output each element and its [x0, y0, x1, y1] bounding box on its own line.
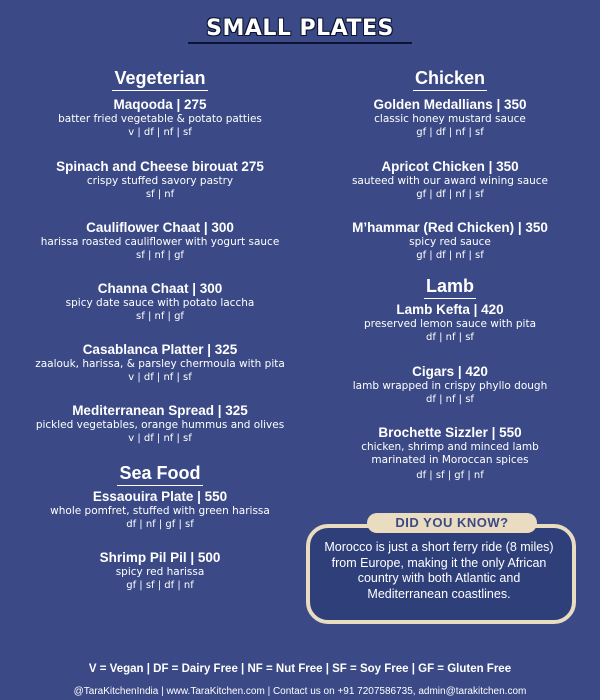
item-tags: v | df | nf | sf: [128, 127, 192, 138]
menu-item: [305, 97, 595, 139]
left-column: [10, 68, 310, 592]
item-tags: df | nf | sf: [426, 394, 474, 405]
item-tags: v | df | nf | sf: [128, 433, 192, 444]
item-tags: sf | nf | gf: [136, 250, 184, 261]
item-description-line-2: marinated in Moroccan spices: [371, 454, 529, 466]
item-name: Shrimp Pil Pil | 500: [99, 550, 221, 565]
item-name: Apricot Chicken | 350: [381, 159, 519, 174]
item-description: classic honey mustard sauce: [374, 113, 526, 125]
item-description: whole pomfret, stuffed with green harissa: [50, 505, 270, 517]
did-you-know-label: DID YOU KNOW?: [367, 513, 537, 533]
menu-item: [10, 489, 310, 531]
item-tags: gf | sf | df | nf: [126, 580, 194, 591]
item-name: Mediterranean Spread | 325: [72, 403, 248, 418]
item-description: spicy red harissa: [115, 566, 205, 578]
menu-item: [305, 220, 595, 262]
menu-item: [305, 364, 595, 406]
seafood-heading: Sea Food: [117, 463, 202, 486]
item-tags: gf | df | nf | sf: [416, 189, 484, 200]
right-column: [305, 68, 595, 482]
menu-item: [10, 97, 310, 139]
chicken-section: [305, 68, 595, 262]
item-name: Brochette Sizzler | 550: [378, 425, 522, 440]
item-tags: df | sf | gf | nf: [416, 470, 484, 481]
vegetarian-heading: Vegeterian: [112, 68, 207, 91]
item-name: Spinach and Cheese birouat 275: [56, 159, 264, 174]
vegetarian-section: [10, 68, 310, 445]
item-tags: sf | nf | gf: [136, 311, 184, 322]
item-description: chicken, shrimp and minced lamb: [361, 441, 539, 453]
item-name: Cauliflower Chaat | 300: [86, 220, 234, 235]
item-tags: df | nf | sf: [426, 332, 474, 343]
item-description: spicy date sauce with potato laccha: [65, 297, 255, 309]
item-tags: gf | df | nf | sf: [416, 250, 484, 261]
item-description: harissa roasted cauliflower with yogurt sauce: [40, 236, 280, 248]
item-tags: df | nf | gf | sf: [126, 519, 194, 530]
menu-item: [10, 342, 310, 384]
contact-line: @TaraKitchenIndia | www.TaraKitchen.com | Contact us on +91 7207586735, admin@tarakitchen.com: [73, 686, 527, 697]
item-name: M’hammar (Red Chicken) | 350: [352, 220, 548, 235]
item-description: pickled vegetables, orange hummus and olives: [35, 419, 285, 431]
item-description: lamb wrapped in crispy phyllo dough: [352, 380, 548, 392]
chicken-heading: Chicken: [413, 68, 487, 91]
item-name: Cigars | 420: [412, 364, 488, 379]
lamb-heading: Lamb: [424, 276, 476, 299]
item-tags: gf | df | nf | sf: [416, 127, 484, 138]
item-description: batter fried vegetable & potato patties: [58, 113, 262, 125]
item-description: spicy red sauce: [409, 236, 491, 248]
menu-item: [10, 550, 310, 592]
lamb-section: [305, 276, 595, 482]
page-title: SMALL PLATES: [206, 16, 394, 41]
item-name: Maqooda | 275: [113, 97, 207, 112]
item-name: Channa Chaat | 300: [97, 281, 223, 296]
menu-item: [305, 302, 595, 344]
did-you-know-text: Morocco is just a short ferry ride (8 miles) from Europe, making it the only African country with both Atlantic and Mediterranean coastlines.: [324, 540, 554, 601]
item-description: crispy stuffed savory pastry: [86, 175, 234, 187]
dietary-legend: V = Vegan | DF = Dairy Free | NF = Nut Free | SF = Soy Free | GF = Gluten Free: [88, 663, 512, 675]
item-description: preserved lemon sauce with pita: [363, 318, 537, 330]
menu-item: [305, 159, 595, 201]
item-name: Essaouira Plate | 550: [92, 489, 228, 504]
menu-item: [10, 281, 310, 323]
item-tags: v | df | nf | sf: [128, 372, 192, 383]
menu-item: [305, 425, 595, 482]
menu-item: [10, 220, 310, 262]
item-description: zaalouk, harissa, & parsley chermoula with pita: [35, 358, 285, 370]
item-description: sauteed with our award wining sauce: [351, 175, 549, 187]
item-name: Lamb Kefta | 420: [396, 302, 504, 317]
seafood-section: [10, 463, 310, 592]
item-name: Casablanca Platter | 325: [82, 342, 238, 357]
item-name: Golden Medallians | 350: [373, 97, 527, 112]
item-tags: sf | nf: [145, 189, 175, 200]
menu-item: [10, 403, 310, 445]
title-underline: [188, 42, 412, 44]
menu-item: [10, 159, 310, 201]
